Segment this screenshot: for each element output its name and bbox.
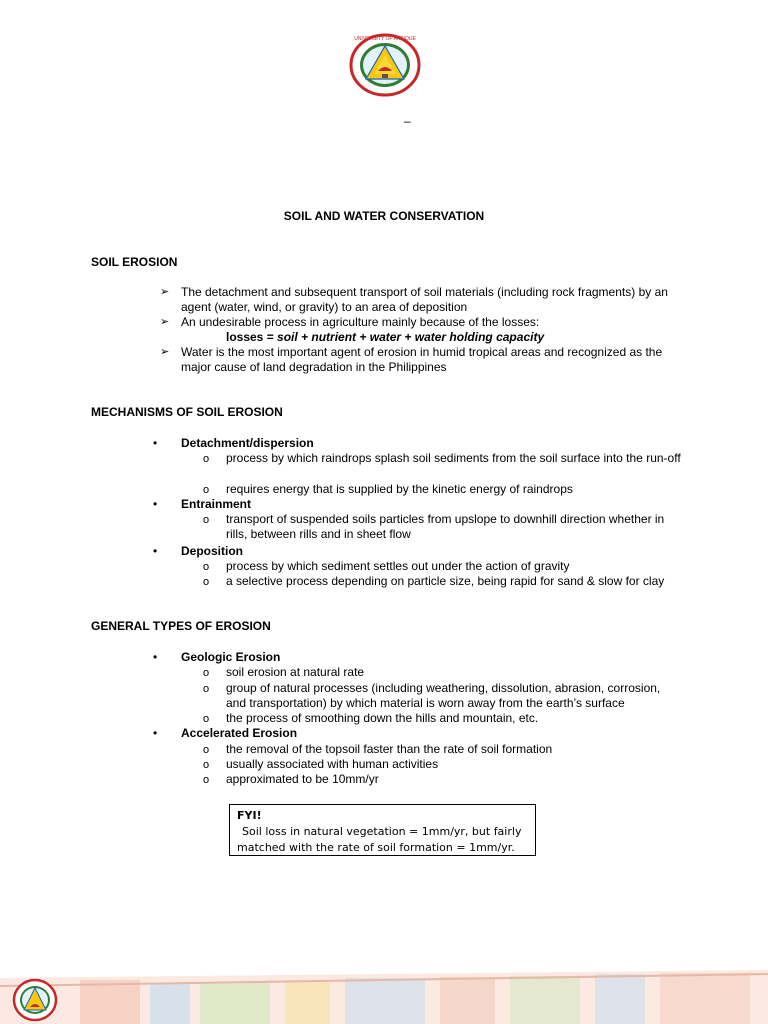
bullet-label: Detachment/dispersion xyxy=(181,436,314,450)
circle-bullet-icon: o xyxy=(203,561,210,573)
list-item-text: An undesirable process in agriculture mainly because of the losses: xyxy=(181,315,540,329)
sub-item-text: group of natural processes (including weathering, dissolution, abrasion, corrosion, and transportation) by which material is worn away from the earth’s surface xyxy=(226,681,661,710)
arrow-bullet-icon: ➢ xyxy=(160,316,170,328)
circle-bullet-icon: o xyxy=(203,713,210,725)
sub-item-text: usually associated with human activities xyxy=(226,757,439,771)
section-heading-types: GENERAL TYPES OF EROSION xyxy=(91,619,271,633)
sub-item-text: soil erosion at natural rate xyxy=(226,665,365,679)
fyi-title: FYI! xyxy=(237,809,262,822)
circle-bullet-icon: o xyxy=(203,683,210,695)
footer-decoration xyxy=(0,968,768,1024)
circle-bullet-icon: o xyxy=(203,667,210,679)
header-dash: – xyxy=(404,114,411,128)
circle-bullet-icon: o xyxy=(203,453,210,465)
circle-bullet-icon: o xyxy=(203,744,210,756)
dot-bullet-icon: • xyxy=(153,544,158,558)
dot-bullet-icon: • xyxy=(153,497,158,511)
sub-item-text: a selective process depending on particle size, being rapid for sand & slow for clay xyxy=(226,574,665,588)
circle-bullet-icon: o xyxy=(203,759,210,771)
formula-terms: soil + nutrient + water + water holding capacity xyxy=(277,330,545,344)
fyi-box xyxy=(229,804,536,856)
circle-bullet-icon: o xyxy=(203,514,210,526)
bullet-label: Accelerated Erosion xyxy=(181,726,298,740)
section-heading-soil-erosion: SOIL EROSION xyxy=(91,255,178,269)
svg-text:UNIVERSITY OF ANTIQUE: UNIVERSITY OF ANTIQUE xyxy=(354,36,416,42)
fyi-line-1: Soil loss in natural vegetation = 1mm/yr, but fairly xyxy=(242,825,522,838)
list-item xyxy=(160,315,700,330)
university-seal-icon xyxy=(349,33,421,97)
sub-item-text: process by which raindrops splash soil sediments from the soil surface into the run-off xyxy=(226,451,681,465)
fyi-line-2: matched with the rate of soil formation = 1mm/yr. xyxy=(237,841,515,854)
sub-item-text: the process of smoothing down the hills and mountain, etc. xyxy=(226,711,539,725)
losses-formula xyxy=(226,330,544,345)
list-item xyxy=(160,285,700,315)
list-item-text: Water is the most important agent of erosion in humid tropical areas and recognized as the major cause of land degradation in the Philippines xyxy=(181,345,663,374)
dot-bullet-icon: • xyxy=(153,726,158,740)
sub-item-text: the removal of the topsoil faster than the rate of soil formation xyxy=(226,742,553,756)
bullet-label: Entrainment xyxy=(181,497,252,511)
arrow-bullet-icon: ➢ xyxy=(160,346,170,358)
section-heading-mechanisms: MECHANISMS OF SOIL EROSION xyxy=(91,405,283,419)
sub-item-text: process by which sediment settles out under the action of gravity xyxy=(226,559,570,573)
university-seal-icon xyxy=(12,978,58,1022)
document-title: SOIL AND WATER CONSERVATION xyxy=(283,209,485,223)
list-item-text: The detachment and subsequent transport of soil materials (including rock fragments) by an agent (water, wind, or gravity) to an area of deposition xyxy=(181,285,668,314)
formula-label: losses = xyxy=(226,330,278,344)
sub-item-text: requires energy that is supplied by the kinetic energy of raindrops xyxy=(226,482,573,496)
circle-bullet-icon: o xyxy=(203,576,210,588)
arrow-bullet-icon: ➢ xyxy=(160,286,170,298)
bullet-label: Deposition xyxy=(181,544,243,558)
sub-item-text: approximated to be 10mm/yr xyxy=(226,772,379,786)
list-item xyxy=(160,345,700,375)
dot-bullet-icon: • xyxy=(153,436,158,450)
dot-bullet-icon: • xyxy=(153,650,158,664)
circle-bullet-icon: o xyxy=(203,484,210,496)
circle-bullet-icon: o xyxy=(203,774,210,786)
sub-item-text: transport of suspended soils particles from upslope to downhill direction whether in rills, between rills and in sheet flow xyxy=(226,512,665,541)
bullet-label: Geologic Erosion xyxy=(181,650,281,664)
